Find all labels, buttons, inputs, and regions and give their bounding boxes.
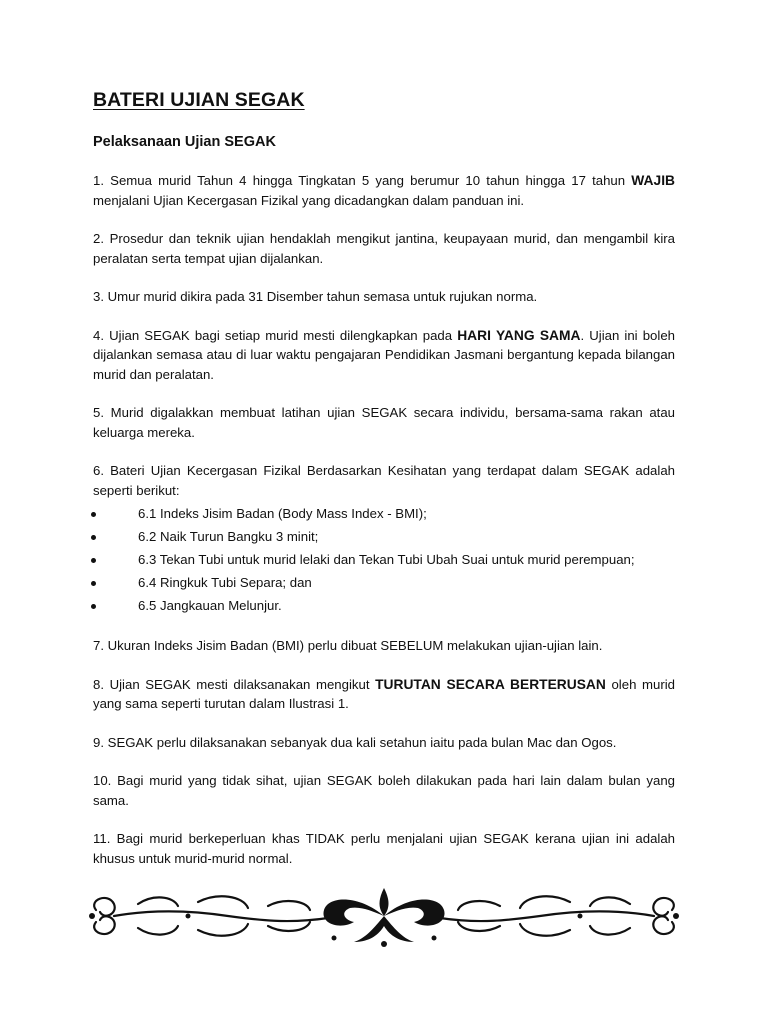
flourish-divider-icon bbox=[78, 880, 690, 950]
document-title: BATERI UJIAN SEGAK bbox=[93, 89, 305, 111]
bullet-icon bbox=[91, 512, 96, 517]
test-battery-list bbox=[93, 502, 675, 617]
list-item: 6.3 Tekan Tubi untuk murid lelaki dan Tekan Tubi Ubah Suai untuk murid perempuan; bbox=[93, 548, 675, 571]
paragraph-11: 11. Bagi murid berkeperluan khas TIDAK perlu menjalani ujian SEGAK kerana ujian ini adalah khusus untuk murid-murid normal. bbox=[93, 831, 675, 866]
paragraph-4: 4. Ujian SEGAK bagi setiap murid mesti dilengkapkan pada HARI YANG SAMA. Ujian ini boleh dijalankan semasa atau di luar waktu pengajaran Pendidikan Jasmani bergantung kepada bilangan murid dan peralatan. bbox=[93, 327, 675, 382]
bullet-icon bbox=[91, 558, 96, 563]
document-page bbox=[93, 86, 675, 868]
section-subtitle: Pelaksanaan Ujian SEGAK bbox=[93, 134, 276, 150]
bullet-icon bbox=[91, 535, 96, 540]
emphasis-turutan: TURUTAN SECARA BERTERUSAN bbox=[375, 676, 606, 692]
paragraph-5: 5. Murid digalakkan membuat latihan ujian SEGAK secara individu, bersama-sama rakan atau keluarga mereka. bbox=[93, 405, 675, 440]
bullet-icon bbox=[91, 604, 96, 609]
paragraph-10: 10. Bagi murid yang tidak sihat, ujian SEGAK boleh dilakukan pada hari lain dalam bulan yang sama. bbox=[93, 773, 675, 808]
paragraph-9: 9. SEGAK perlu dilaksanakan sebanyak dua kali setahun iaitu pada bulan Mac dan Ogos. bbox=[93, 734, 617, 750]
emphasis-wajib: WAJIB bbox=[631, 173, 675, 188]
paragraph-8: 8. Ujian SEGAK mesti dilaksanakan mengikut TURUTAN SECARA BERTERUSAN oleh murid yang sama seperti turutan dalam Ilustrasi 1. bbox=[93, 676, 675, 711]
paragraph-2: 2. Prosedur dan teknik ujian hendaklah mengikut jantina, keupayaan murid, dan mengambil kira peralatan serta tempat ujian dijalankan. bbox=[93, 231, 675, 266]
list-item: 6.5 Jangkauan Melunjur. bbox=[93, 594, 675, 617]
list-item: 6.2 Naik Turun Bangku 3 minit; bbox=[93, 525, 675, 548]
paragraph-7: 7. Ukuran Indeks Jisim Badan (BMI) perlu dibuat SEBELUM melakukan ujian-ujian lain. bbox=[93, 638, 603, 653]
paragraph-6: 6. Bateri Ujian Kecergasan Fizikal Berdasarkan Kesihatan yang terdapat dalam SEGAK adalah seperti berikut: bbox=[93, 463, 675, 498]
emphasis-hari-yang-sama: HARI YANG SAMA bbox=[457, 327, 581, 343]
list-item: 6.4 Ringkuk Tubi Separa; dan bbox=[93, 571, 675, 594]
paragraph-1: 1. Semua murid Tahun 4 hingga Tingkatan 5 yang berumur 10 tahun hingga 17 tahun WAJIB menjalani Ujian Kecergasan Fizikal yang dicadangkan dalam panduan ini. bbox=[93, 173, 675, 208]
list-item: 6.1 Indeks Jisim Badan (Body Mass Index - BMI); bbox=[93, 502, 675, 525]
paragraph-3: 3. Umur murid dikira pada 31 Disember tahun semasa untuk rujukan norma. bbox=[93, 289, 538, 304]
bullet-icon bbox=[91, 581, 96, 586]
